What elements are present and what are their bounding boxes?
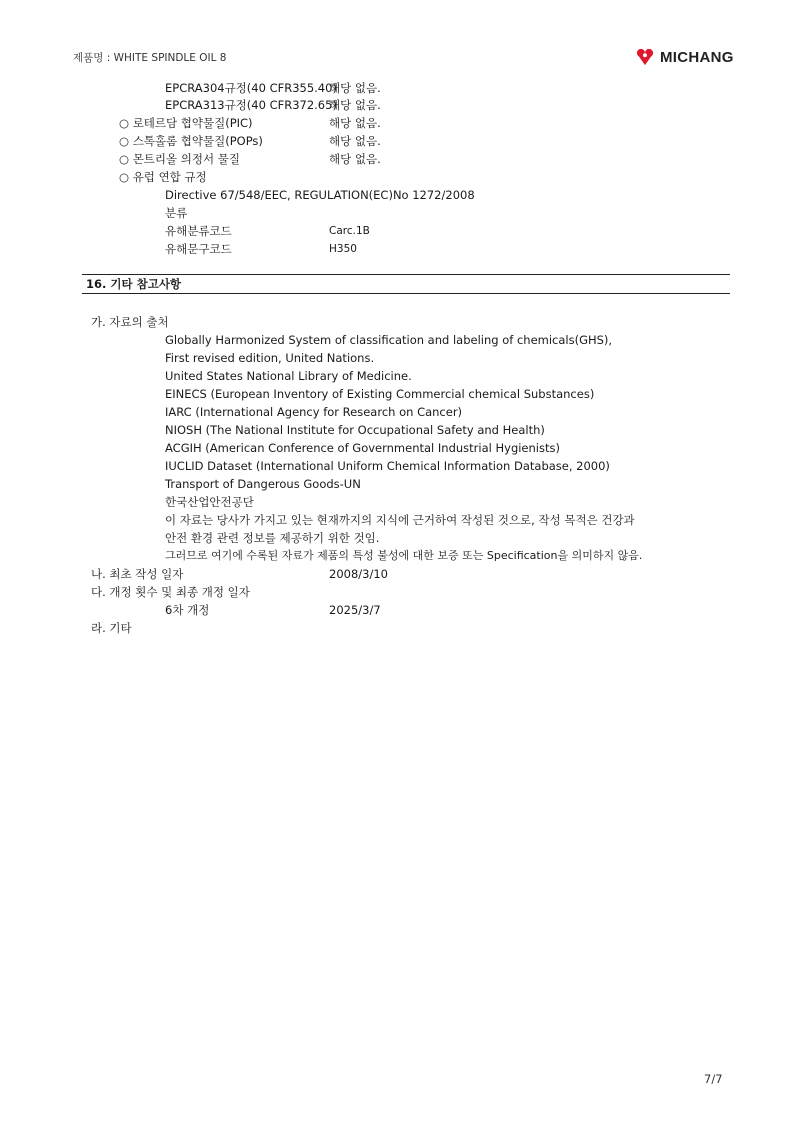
- hazard-class-code-label: 유해분류코드: [165, 224, 232, 238]
- product-name-header: 제품명 : WHITE SPINDLE OIL 8: [73, 52, 227, 64]
- epcra304-label: EPCRA304규정(40 CFR355.40): [165, 81, 337, 95]
- pic-label: ○ 로테르담 협약물질(PIC): [119, 116, 253, 130]
- source-line: Transport of Dangerous Goods-UN: [165, 477, 361, 491]
- source-line: United States National Library of Medicine.: [165, 369, 412, 383]
- page-number: 7/7: [704, 1072, 723, 1086]
- logo-text: MICHANG: [660, 48, 734, 66]
- section-bottom-rule: [82, 293, 730, 294]
- first-written-date: 2008/3/10: [329, 567, 388, 581]
- disclaimer-line: 그러므로 여기에 수록된 자료가 제품의 특성 불성에 대한 보증 또는 Specification을 의미하지 않음.: [165, 549, 643, 562]
- source-line: EINECS (European Inventory of Existing Commercial chemical Substances): [165, 387, 595, 401]
- eu-directive: Directive 67/548/EEC, REGULATION(EC)No 1272/2008: [165, 188, 475, 202]
- disclaimer-line: 이 자료는 당사가 가지고 있는 현재까지의 지식에 근거하여 작성된 것으로, 작성 목적은 건강과: [165, 513, 635, 527]
- other-label: 라. 기타: [91, 621, 132, 635]
- revision-count: 6차 개정: [165, 603, 210, 617]
- section-top-rule: [82, 274, 730, 275]
- sources-heading: 가. 자료의 출처: [91, 315, 169, 329]
- epcra313-value: 해당 없음.: [329, 98, 381, 112]
- source-line: NIOSH (The National Institute for Occupational Safety and Health): [165, 423, 545, 437]
- montreal-label: ○ 몬트리올 의정서 물질: [119, 152, 240, 166]
- revision-date: 2025/3/7: [329, 603, 381, 617]
- hazard-class-code-value: Carc.1B: [329, 225, 370, 237]
- source-line: IARC (International Agency for Research on Cancer): [165, 405, 463, 419]
- epcra304-value: 해당 없음.: [329, 81, 381, 95]
- first-written-label: 나. 최초 작성 일자: [91, 567, 184, 581]
- revision-label: 다. 개정 횟수 및 최종 개정 일자: [91, 585, 250, 599]
- epcra313-label: EPCRA313규정(40 CFR372.65): [165, 98, 337, 112]
- source-line: IUCLID Dataset (International Uniform Chemical Information Database, 2000): [165, 459, 610, 473]
- classification-label: 분류: [165, 206, 188, 220]
- source-line: 한국산업안전공단: [165, 495, 254, 509]
- montreal-value: 해당 없음.: [329, 152, 381, 166]
- hazard-statement-code-value: H350: [329, 243, 357, 255]
- source-line: ACGIH (American Conference of Governmental Industrial Hygienists): [165, 441, 560, 455]
- company-logo: [636, 47, 734, 67]
- pops-value: 해당 없음.: [329, 134, 381, 148]
- source-line: Globally Harmonized System of classification and labeling of chemicals(GHS),: [165, 333, 613, 347]
- section-16-title: 16. 기타 참고사항: [86, 277, 182, 291]
- pops-label: ○ 스톡홀롬 협약물질(POPs): [119, 134, 263, 148]
- source-line: First revised edition, United Nations.: [165, 351, 375, 365]
- michang-logo-icon: [636, 48, 654, 66]
- pic-value: 해당 없음.: [329, 116, 381, 130]
- disclaimer-line: 안전 환경 관련 정보를 제공하기 위한 것임.: [165, 531, 380, 545]
- eu-regulation-label: ○ 유럽 연합 규정: [119, 170, 207, 184]
- hazard-statement-code-label: 유해문구코드: [165, 242, 232, 256]
